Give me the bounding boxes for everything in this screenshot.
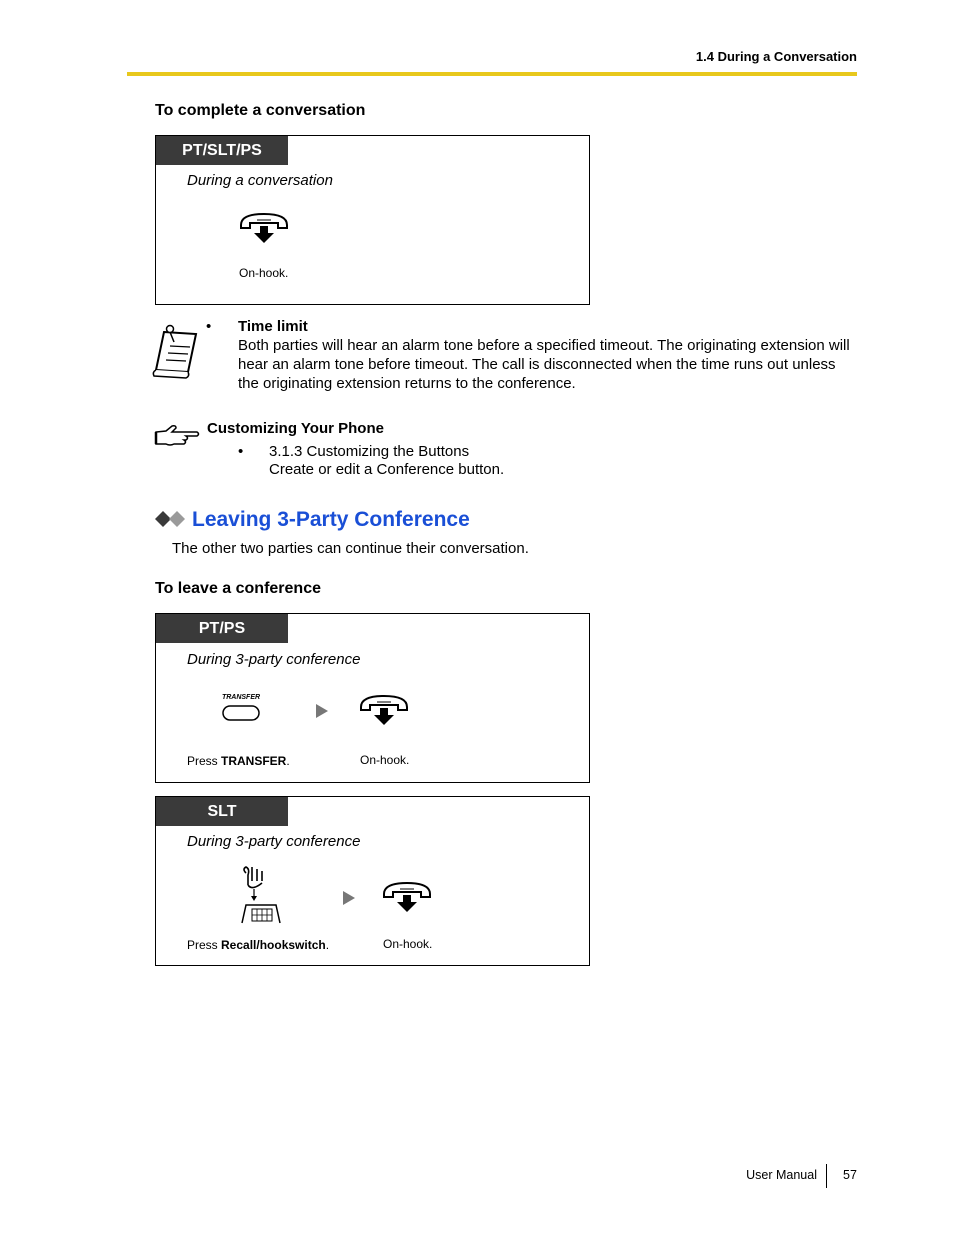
press-key-name: TRANSFER	[221, 754, 287, 768]
box-tag: SLT	[156, 797, 288, 826]
section-intro: The other two parties can continue their conversation.	[172, 540, 529, 557]
leave-heading: To leave a conference	[155, 580, 321, 597]
header-rule	[127, 72, 857, 76]
customizing-desc: Create or edit a Conference button.	[269, 461, 505, 478]
onhook-icon	[381, 881, 433, 915]
pointing-hand-icon	[154, 424, 200, 448]
press-prefix: Press	[187, 754, 222, 768]
complete-heading: To complete a conversation	[155, 102, 366, 119]
onhook-icon	[358, 694, 410, 728]
onhook-caption: On-hook.	[383, 937, 433, 951]
press-suffix: .	[286, 754, 290, 768]
box-tag: PT/SLT/PS	[156, 136, 288, 165]
customizing-bullet: •	[238, 443, 244, 460]
onhook-caption: On-hook.	[239, 266, 289, 280]
arrow-right-icon	[316, 704, 328, 718]
section-title: Leaving 3-Party Conference	[192, 508, 470, 531]
note-bullet: •	[206, 318, 212, 335]
hookswitch-icon	[238, 865, 284, 925]
arrow-right-icon	[343, 891, 355, 905]
during-label: During 3-party conference	[187, 833, 361, 850]
press-key-name: Recall/hookswitch	[221, 938, 326, 952]
page-number: 57	[843, 1168, 857, 1182]
during-label: During a conversation	[187, 172, 333, 189]
transfer-key-label: TRANSFER	[221, 694, 261, 701]
slt-box	[155, 796, 590, 966]
ptps-box	[155, 613, 590, 783]
note-text: Both parties will hear an alarm tone before a specified timeout. The originating extension will hear an alarm tone before timeout. The call is disconnected when the time runs out unless the originating extension returns to the conference.	[238, 337, 850, 392]
footer-label: User Manual	[746, 1168, 817, 1182]
note-title: Time limit	[238, 318, 308, 335]
onhook-icon	[238, 212, 290, 246]
notepad-icon	[152, 322, 200, 380]
complete-box	[155, 135, 590, 305]
press-recall-caption	[187, 938, 329, 952]
section-header: 1.4 During a Conversation	[695, 49, 857, 64]
box-tag: PT/PS	[156, 614, 288, 643]
press-transfer-caption	[187, 754, 290, 768]
press-prefix: Press	[187, 938, 222, 952]
customizing-title: Customizing Your Phone	[207, 420, 384, 437]
diamonds-icon	[155, 511, 187, 527]
during-label: During 3-party conference	[187, 651, 361, 668]
transfer-key-icon	[222, 705, 260, 721]
onhook-caption: On-hook.	[360, 753, 410, 767]
press-suffix: .	[325, 938, 330, 952]
footer-separator	[826, 1164, 827, 1188]
customizing-link[interactable]: 3.1.3 Customizing the Buttons	[269, 443, 470, 460]
